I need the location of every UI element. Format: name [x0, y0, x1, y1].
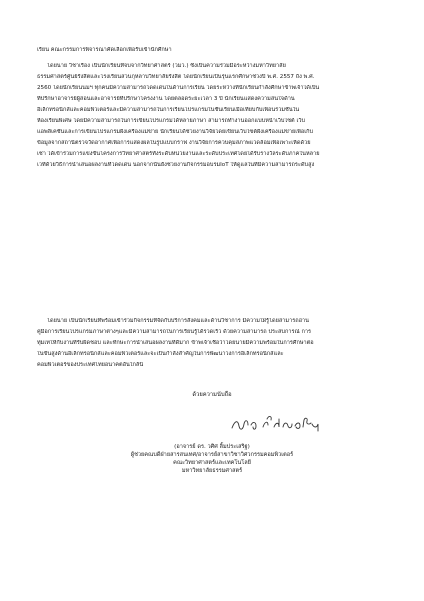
- paragraph-2-line: คู่มือการเรียนโปรแกรมภาษาต่างๆและมีความสามารถในการเรียนรู้ได้รวดเร็ว ด้วยความสามารถ ประสบการณ์ การ: [37, 329, 312, 335]
- paragraph-1-line: เวทีด้วยวิธีการนำเสนอผลงานที่โดดเด่น นอกจากนั้นยังช่วยงานกิจกรรมอบรมIoT ให้ดูแลในที่มีความสามารถระดับสูง: [37, 162, 315, 168]
- signer-faculty: คณะวิทยาศาสตร์และเทคโนโลยี: [173, 460, 251, 466]
- paragraph-2-line: ทุ่มเทให้กับงานที่รับผิดชอบ และทักษะการนำเสนอผลงานที่ดีมาก ข้าพเจ้าเชื่อว่าโดยนายมีความพร้อมในการศึกษาต่อ: [37, 340, 314, 346]
- paragraph-1-line: ธรรมศาสตร์ศูนย์รังสิตและโรงเรียนสวนกุหลาบวิทยาลัยรังสิต โดยนักเรียนเป็นรุ่นแรกศึกษาช่วงปี พ.ศ. 2557 ถึง พ.ศ.: [37, 74, 315, 80]
- paragraph-1-line: อิเล็กทรอนิกส์และคอมพิวเตอร์และมีความสามารถในการเรียนโปรแกรมในชั้นเรียนเมื่อเทียบกับเพื่อนร่วมชั้นใน: [37, 107, 300, 113]
- paragraph-1-line: 2560 โดยนักเรียนนมฯ ทุกคนมีความสามารถโดดเด่นในด้านการเรียน โดยระหว่างที่นักเรียนกำลังศึกษาข้าพเจ้าได้เป็น: [37, 85, 320, 91]
- paragraph-1-line: โดยนาย วิชาเรือง เป็นนักเรียนที่จบจากวิทยาศาสตร์ (วมว.) ซึ่งเป็นความร่วมมือระหว่างมหาวิทยาลัย: [47, 63, 286, 69]
- paragraph-2-line: โดยนาย เป็นนักเรียนที่พร้อมเข้าร่วมกิจกรรมที่จัดกับบริการสังคมและด้านวิชาการ มีความใฝ่รู้โดยสามารถอ่าน: [47, 318, 309, 324]
- paragraph-2-line: คอมพิวเตอร์ของประเทศไทยอนาคตอันใกล้นี้: [37, 362, 144, 368]
- paragraph-1-line: แอพลิเคชั่นและการเขียนโปรแกรมฝั่งเครื่องแม่ข่าย นักเรียนได้ช่วยงานวิจัยโดยเขียนเว็บไซต์ฝั่งเครื่องแม่ข่ายเพื่อเก็บ: [37, 129, 314, 135]
- salutation: เรียน คณะกรรมการพิจารณาคัดเลือกเพื่อรับเข้านักศึกษา: [37, 47, 172, 53]
- paragraph-1-line: ห้องเรียนพิเศษ โดยมีความสามารถในการเขียนโปรแกรมได้หลายภาษา สามารถทำงานออกแบบหน้าเว็บไซต์ เว็บ: [37, 118, 306, 124]
- handwritten-signature-icon: [226, 410, 326, 436]
- paragraph-1-line: เช่า ได้เข้าร่วมการแข่งขันโครงการวิทยาศาสตร์ทั้งระดับหน่วยงานและระดับประเทศโดยได้รับรางวัลระดับภาคในหลาย: [37, 151, 320, 157]
- signer-university: มหาวิทยาลัยธรรมศาสตร์: [181, 468, 243, 474]
- paragraph-2-line: ในขั้นสูงด้านอิเล็กทรอนิกส์และคอมพิวเตอร์และจะเป็นกำลังสำคัญในการพัฒนาวงการอิเล็กทรอนิกส์และ: [37, 351, 284, 357]
- paragraph-1-line: ข้อมูลจากสถานีตรวจวัดอากาศเพื่อการแสดงผลในรูปแบบกราฟ งานวิจัยการควบคุมสภาพแวดล้อมเพื่อเพาะเห็ดด้วย: [37, 140, 311, 146]
- closing: ด้วยความนับถือ: [192, 392, 232, 398]
- signer-block: [0, 443, 424, 475]
- signer-title: ผู้ช่วยคณบดีฝ่ายสารสนเทศ/อาจารย์สาขาวิชาวิศวกรรมคอมพิวเตอร์: [130, 452, 294, 458]
- paragraph-1-line: ที่ปรึกษาอาจารย์ผู้สอนและอาจารย์ที่ปรึกษาโครงงาน โดยตลอดระยะเวลา 3 ปี นักเรียนแสดงความสนใจด้าน: [37, 96, 295, 102]
- signer-name: (อาจารย์ ดร. วศิศ ลิ้มประเสริฐ): [174, 444, 250, 450]
